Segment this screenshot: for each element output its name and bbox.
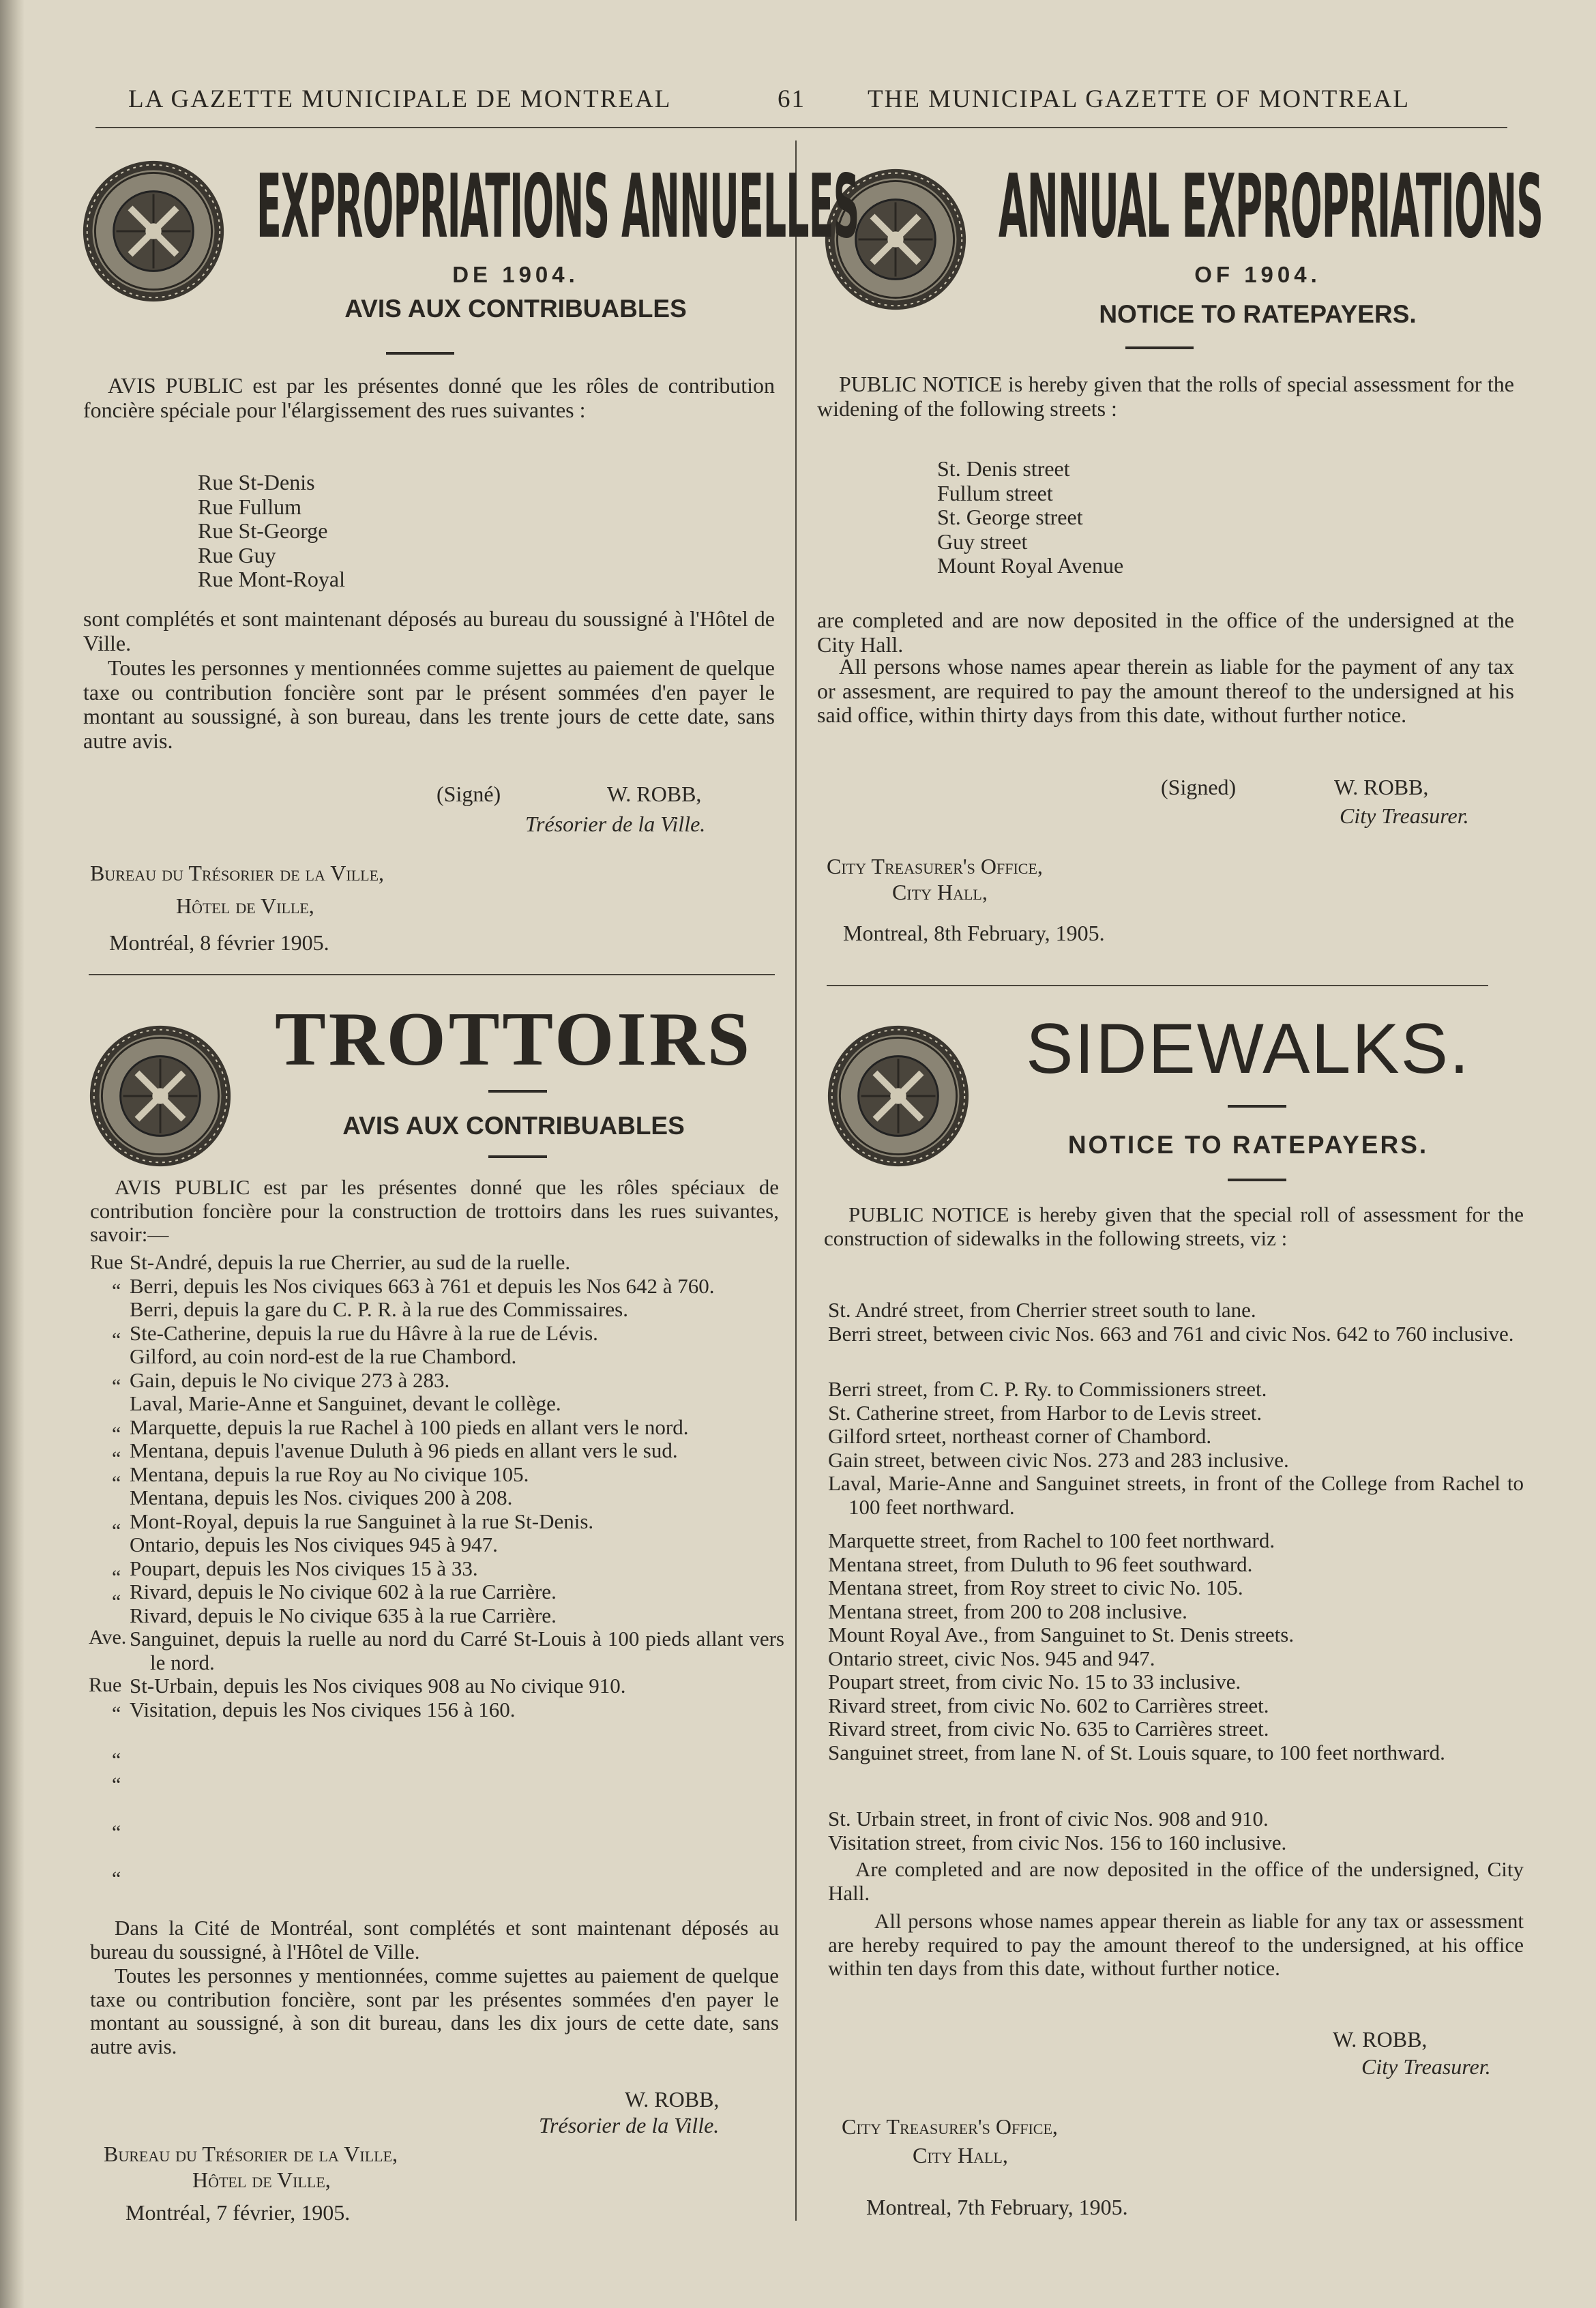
- list-item: Mount Royal Avenue: [937, 553, 1124, 578]
- ditto-mark: “: [112, 1821, 121, 1844]
- signatory-role: Trésorier de la Ville.: [525, 812, 706, 836]
- signatory-name: W. ROBB,: [607, 782, 702, 806]
- notice-title: TROTTOIRS: [275, 997, 752, 1082]
- list-item: Rue Mont-Royal: [198, 567, 345, 591]
- notice-body: Are completed and are now deposited in the office of the undersigned, City Hall.: [828, 1857, 1524, 1905]
- notice-intro: PUBLIC NOTICE is hereby given that the rolls of special assessment for the widening of the following streets :: [817, 372, 1514, 421]
- list-item: Guy street: [937, 529, 1028, 554]
- list-item: Mentana street, from 200 to 208 inclusive.: [828, 1599, 1187, 1623]
- signed-label: (Signé): [437, 782, 501, 806]
- title-rule: [1125, 346, 1194, 349]
- list-item: Ste-Catherine, depuis la rue du Hâvre à la rue de Lévis.: [130, 1320, 598, 1345]
- list-item: Berri street, between civic Nos. 663 and 761 and civic Nos. 642 to 760 inclusive.: [828, 1321, 1514, 1346]
- notice-year: OF 1904.: [1194, 262, 1321, 287]
- ditto-mark: “: [112, 1749, 121, 1771]
- notice-body: All persons whose names apear therein as liable for the payment of any tax or assesment, are required to pay the amount thereof to the undersigned at his said office, within thirty days from this date, without further notice.: [817, 654, 1514, 727]
- list-item: Mentana street, from Roy street to civic No. 105.: [828, 1575, 1243, 1599]
- notice-date: Montréal, 7 février, 1905.: [125, 2200, 351, 2225]
- street-prefix: Rue: [90, 1251, 123, 1273]
- list-item: St-Urbain, depuis les Nos civiques 908 au No civique 910.: [130, 1674, 626, 1698]
- montreal-seal-icon: [80, 158, 226, 304]
- signatory-role: City Treasurer.: [1361, 2054, 1491, 2079]
- ditto-mark: “: [112, 1472, 121, 1494]
- list-item: Rivard street, from civic No. 602 to Carrières street.: [828, 1693, 1269, 1717]
- list-item: Laval, Marie-Anne et Sanguinet, devant le collège.: [130, 1391, 561, 1415]
- signatory-role: City Treasurer.: [1340, 803, 1469, 828]
- signed-label: (Signed): [1161, 775, 1237, 799]
- ditto-mark: “: [112, 1867, 121, 1890]
- list-item: Berri, depuis les Nos civiques 663 à 761 et depuis les Nos 642 à 760.: [130, 1273, 715, 1298]
- notice-subtitle: NOTICE TO RATEPAYERS.: [1099, 300, 1417, 328]
- list-item: Mentana, depuis la rue Roy au No civique 105.: [130, 1462, 529, 1486]
- list-item: Gain street, between civic Nos. 273 and 283 inclusive.: [828, 1447, 1289, 1472]
- notice-date: Montreal, 7th February, 1905.: [866, 2195, 1128, 2219]
- list-item: Poupart street, from civic No. 15 to 33 inclusive.: [828, 1670, 1241, 1693]
- title-rule: [386, 352, 454, 355]
- signatory-name: W. ROBB,: [625, 2087, 720, 2112]
- notice-intro: AVIS PUBLIC est par les présentes donné que les rôles de contribution foncière spéciale pour l'élargissement des rues suivantes :: [83, 373, 775, 422]
- ditto-mark: “: [112, 1447, 121, 1470]
- notice-intro: AVIS PUBLIC est par les présentes donné que les rôles spéciaux de contribution foncière pour la construction de trottoirs dans les rues suivantes, savoir:—: [90, 1175, 779, 1246]
- list-item: St-André, depuis la rue Cherrier, au sud de la ruelle.: [130, 1250, 571, 1274]
- signatory-name: W. ROBB,: [1334, 775, 1429, 799]
- notice-body: Toutes les personnes y mentionnées comme sujettes au paiement de quelque taxe ou contribution foncière sont par le présent sommées d'en payer le montant au soussigné, à son bureau, dans les trente jours de cette date, sans autre avis.: [83, 655, 775, 753]
- list-item: Gain, depuis le No civique 273 à 283.: [130, 1367, 450, 1392]
- list-item: St. George street: [937, 505, 1083, 529]
- list-item: Mentana, depuis l'avenue Duluth à 96 pieds en allant vers le sud.: [130, 1438, 678, 1462]
- notice-date: Montréal, 8 février 1905.: [109, 930, 329, 955]
- office-line: City Hall,: [892, 880, 988, 904]
- list-item: Rue St-George: [198, 518, 328, 543]
- ditto-mark: “: [112, 1329, 121, 1351]
- ditto-mark: “: [112, 1375, 121, 1397]
- list-item: Fullum street: [937, 480, 1053, 505]
- ditto-mark: “: [112, 1423, 121, 1445]
- list-item: Sanguinet, depuis la ruelle au nord du Carré St-Louis à 100 pieds allant vers le nord.: [130, 1627, 784, 1674]
- street-list: [828, 1529, 1524, 1764]
- title-rule: [488, 1090, 547, 1093]
- notice-subtitle: NOTICE TO RATEPAYERS.: [1067, 1131, 1429, 1159]
- column-divider: [795, 140, 797, 2221]
- montreal-seal-icon: [87, 1023, 233, 1169]
- office-line: Bureau du Trésorier de la Ville,: [104, 2142, 398, 2166]
- header-rule: [95, 127, 1507, 128]
- page-binding-shadow: [0, 0, 25, 2308]
- notice-subtitle: AVIS AUX CONTRIBUABLES: [344, 295, 687, 323]
- list-item: Visitation street, from civic Nos. 156 to 160 inclusive.: [828, 1830, 1287, 1854]
- list-item: Marquette, depuis la rue Rachel à 100 pieds en allant vers le nord.: [130, 1415, 689, 1439]
- notice-date: Montreal, 8th February, 1905.: [843, 921, 1105, 945]
- list-item: Rivard street, from civic No. 635 to Carrières street.: [828, 1717, 1269, 1741]
- list-item: St. André street, from Cherrier street south to lane.: [828, 1298, 1256, 1322]
- list-item: Mount Royal Ave., from Sanguinet to St. Denis streets.: [828, 1623, 1295, 1646]
- running-head-right: THE MUNICIPAL GAZETTE OF MONTREAL: [868, 85, 1410, 113]
- notice-title: SIDEWALKS.: [1026, 1009, 1471, 1089]
- ditto-mark: “: [112, 1520, 121, 1542]
- notice-body: sont complétés et sont maintenant déposés au bureau du soussigné à l'Hôtel de Ville.: [83, 606, 775, 655]
- office-line: Hôtel de Ville,: [176, 893, 314, 918]
- ditto-mark: “: [112, 1566, 121, 1588]
- office-line: City Treasurer's Office,: [842, 2114, 1058, 2139]
- notice-body: are completed and are now deposited in the office of the undersigned at the City Hall.: [817, 608, 1514, 657]
- running-head-left: LA GAZETTE MUNICIPALE DE MONTREAL: [128, 85, 672, 113]
- list-item: Laval, Marie-Anne and Sanguinet streets, in front of the College from Rachel to 100 feet northward.: [828, 1471, 1524, 1519]
- title-rule: [1228, 1179, 1286, 1181]
- section-rule: [827, 985, 1488, 986]
- list-item: Rue St-Denis: [198, 470, 315, 494]
- notice-year: DE 1904.: [452, 262, 579, 287]
- list-item: Rivard, depuis le No civique 635 à la rue Carrière.: [130, 1603, 557, 1627]
- list-item: Poupart, depuis les Nos civiques 15 à 33.: [130, 1556, 478, 1580]
- list-item: Rue Fullum: [198, 494, 302, 519]
- list-item: Berri street, from C. P. Ry. to Commissioners street.: [828, 1377, 1267, 1401]
- list-item: Ontario street, civic Nos. 945 and 947.: [828, 1646, 1155, 1670]
- signatory-role: Trésorier de la Ville.: [539, 2113, 720, 2137]
- montreal-seal-icon: [825, 1023, 971, 1169]
- list-item: Mentana street, from Duluth to 96 feet southward.: [828, 1552, 1253, 1576]
- street-list: [828, 1378, 1524, 1519]
- title-rule: [1228, 1105, 1286, 1108]
- ditto-mark: “: [112, 1279, 121, 1302]
- list-item: Mentana, depuis les Nos. civiques 200 à 208.: [130, 1485, 513, 1509]
- notice-body: All persons whose names appear therein as liable for any tax or assessment are hereby required to pay the amount thereof to the undersigned, at his office within ten days from this date, without further notice.: [828, 1909, 1524, 1980]
- list-item: Gilford srteet, northeast corner of Chambord.: [828, 1424, 1212, 1448]
- ditto-mark: “: [112, 1773, 121, 1796]
- street-list: [130, 1251, 784, 1721]
- page-number: 61: [778, 85, 806, 113]
- notice-title: EXPROPRIATIONS ANNUELLES: [256, 156, 859, 258]
- notice-intro: PUBLIC NOTICE is hereby given that the special roll of assessment for the construction of sidewalks in the following streets, viz :: [824, 1202, 1524, 1250]
- notice-body: Dans la Cité de Montréal, sont complétés et sont maintenant déposés au bureau du soussigné, à l'Hôtel de Ville.: [90, 1916, 779, 1964]
- notice-body: Toutes les personnes y mentionnées, comme sujettes au paiement de quelque taxe ou contribution foncière, sont par les présentes sommées d'en payer le montant au soussigné, à son dit bureau, dans les dix jours de cette date, sans autre avis.: [90, 1964, 779, 2058]
- list-item: Visitation, depuis les Nos civiques 156 à 160.: [130, 1697, 516, 1721]
- notice-title: ANNUAL EXPROPRIATIONS: [999, 156, 1543, 258]
- list-item: Gilford, au coin nord-est de la rue Chambord.: [130, 1344, 517, 1368]
- list-item: St. Denis street: [937, 456, 1070, 481]
- street-list: [937, 457, 1123, 578]
- ditto-mark: “: [112, 1702, 121, 1725]
- street-list: [198, 471, 345, 592]
- list-item: Rivard, depuis le No civique 602 à la rue Carrière.: [130, 1580, 557, 1603]
- title-rule: [488, 1155, 547, 1158]
- street-prefix: Ave.: [89, 1626, 127, 1648]
- notice-subtitle: AVIS AUX CONTRIBUABLES: [342, 1112, 685, 1140]
- section-rule: [89, 974, 775, 975]
- list-item: St. Urbain street, in front of civic Nos. 908 and 910.: [828, 1807, 1269, 1831]
- office-line: City Treasurer's Office,: [827, 854, 1043, 878]
- list-item: Sanguinet street, from lane N. of St. Louis square, to 100 feet northward.: [828, 1740, 1445, 1764]
- office-line: Hôtel de Ville,: [192, 2168, 331, 2192]
- list-item: Mont-Royal, depuis la rue Sanguinet à la rue St-Denis.: [130, 1509, 594, 1533]
- signatory-name: W. ROBB,: [1333, 2027, 1428, 2052]
- office-line: Bureau du Trésorier de la Ville,: [90, 861, 385, 885]
- list-item: Berri, depuis la gare du C. P. R. à la rue des Commissaires.: [130, 1297, 628, 1321]
- street-list: [828, 1807, 1524, 1854]
- office-line: City Hall,: [913, 2143, 1008, 2168]
- list-item: Marquette street, from Rachel to 100 feet northward.: [828, 1528, 1275, 1552]
- ditto-mark: “: [112, 1591, 121, 1613]
- street-prefix: Rue: [89, 1674, 122, 1696]
- list-item: Rue Guy: [198, 542, 276, 567]
- street-list: [828, 1299, 1524, 1346]
- list-item: Ontario, depuis les Nos civiques 945 à 947.: [130, 1533, 498, 1556]
- list-item: St. Catherine street, from Harbor to de Levis street.: [828, 1400, 1262, 1425]
